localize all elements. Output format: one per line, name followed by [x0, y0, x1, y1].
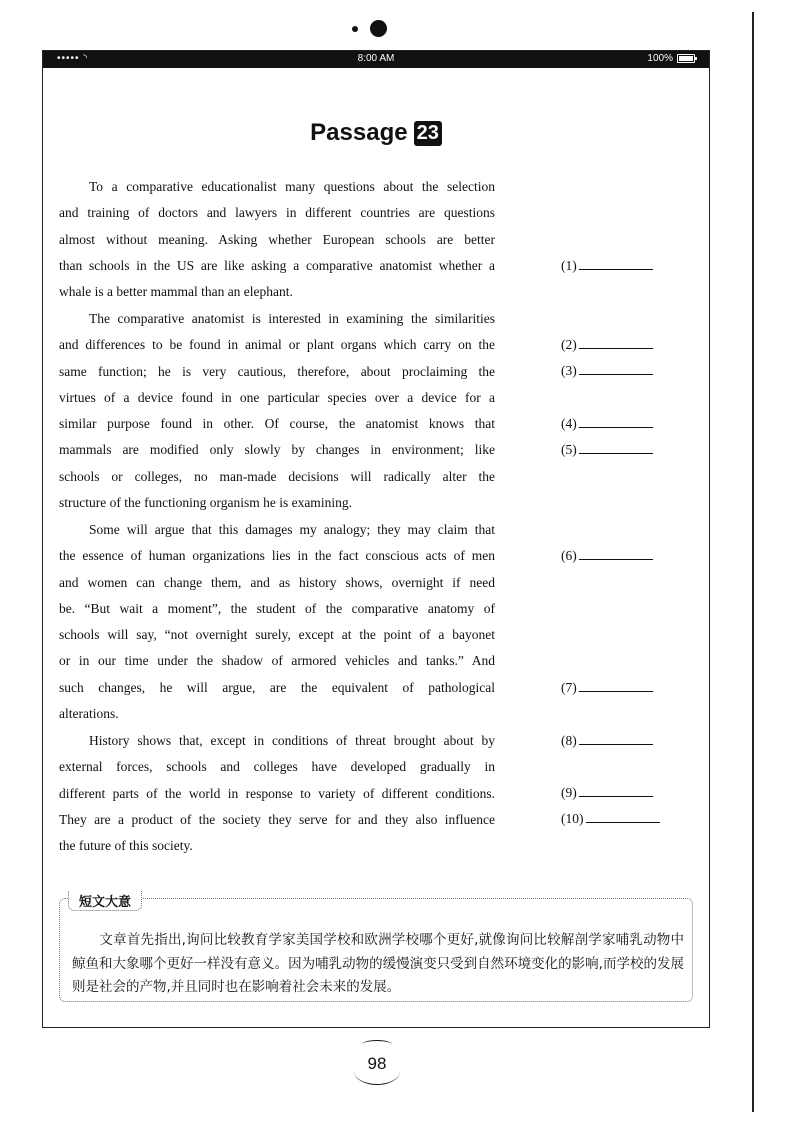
text-line: virtues of a device found in one particular species over a device for a [59, 389, 495, 405]
text-line: mammals are modified only slowly by changes in environment; like [59, 442, 495, 458]
passage-number: 23 [414, 121, 442, 146]
text-line: almost without meaning. Asking whether European schools are better [59, 231, 495, 247]
blank-label: (7) [561, 680, 577, 695]
text-line: schools or colleges, no man-made decisions will radically alter the [59, 468, 495, 484]
text-line: The comparative anatomist is interested in examining the similarities [89, 311, 495, 326]
blank-line[interactable] [579, 336, 653, 349]
answer-blank-4[interactable] [561, 415, 653, 432]
battery-icon [677, 54, 695, 63]
answer-blank-3[interactable] [561, 362, 653, 379]
text-line: the future of this society. [59, 838, 193, 854]
blank-line[interactable] [579, 415, 653, 428]
page-number-badge [352, 1040, 402, 1090]
text-line: They are a product of the society they serve for and they also influence [59, 811, 495, 827]
text-line: or in our time under the shadow of armored vehicles and tanks.” And [59, 653, 495, 669]
text-line: be. “But wait a moment”, the student of the comparative anatomy of [59, 600, 495, 616]
text-line: similar purpose found in other. Of course, the anatomist knows that [59, 416, 495, 432]
text-line: To a comparative educationalist many questions about the selection [89, 179, 495, 194]
summary-body: 文章首先指出,询问比较教育学家美国学校和欧洲学校哪个更好,就像询问比较解剖学家哺乳动物中鲸鱼和大象哪个更好一样没有意义。因为哺乳动物的缓慢演变只受到自然环境变化的影响,而学校的发展则是社会的产物,并且同时也在影响着社会未来的发展。 [72, 932, 684, 995]
blank-label: (6) [561, 548, 577, 563]
camera-dot-large [370, 20, 387, 37]
passage-label: Passage [310, 119, 408, 146]
blank-label: (4) [561, 416, 577, 431]
page-title [43, 119, 709, 147]
device-frame [42, 50, 710, 1028]
page-number: 98 [367, 1054, 387, 1073]
answer-blank-7[interactable] [561, 679, 653, 696]
paragraph-4 [59, 728, 495, 859]
blank-line[interactable] [579, 257, 653, 270]
blank-label: (5) [561, 442, 577, 457]
answer-blank-10[interactable] [561, 810, 660, 827]
text-line: alterations. [59, 706, 119, 722]
camera-dot-small [352, 26, 358, 32]
text-line: same function; he is very cautious, therefore, about proclaiming the [59, 363, 495, 379]
paragraph-2 [59, 306, 495, 516]
blank-line[interactable] [579, 441, 653, 454]
signal-indicator: ••••• ◝ [57, 53, 89, 64]
blank-line[interactable] [586, 810, 660, 823]
page-number-arc-top [362, 1040, 392, 1049]
blank-label: (3) [561, 363, 577, 378]
answer-blank-9[interactable] [561, 784, 653, 801]
blank-line[interactable] [579, 547, 653, 560]
text-line: external forces, schools and colleges have developed gradually in [59, 759, 495, 775]
text-line: History shows that, except in conditions of threat brought about by [89, 733, 495, 748]
text-line: Some will argue that this damages my analogy; they may claim that [89, 522, 495, 537]
blank-label: (9) [561, 785, 577, 800]
text-line: and training of doctors and lawyers in different countries are questions [59, 205, 495, 221]
text-line: and women can change them, and as history shows, overnight if need [59, 574, 495, 590]
blank-line[interactable] [579, 679, 653, 692]
page-edge-rule [752, 12, 754, 1112]
blank-label: (8) [561, 733, 577, 748]
text-line: structure of the functioning organism he is examining. [59, 495, 352, 511]
blank-line[interactable] [579, 732, 653, 745]
battery-percent: 100% [647, 53, 673, 64]
answer-blank-5[interactable] [561, 441, 653, 458]
summary-heading: 短文大意 [68, 891, 142, 911]
blank-line[interactable] [579, 362, 653, 375]
blank-label: (10) [561, 811, 584, 826]
answer-blank-1[interactable] [561, 257, 653, 274]
text-line: such changes, he will argue, are the equivalent of pathological [59, 679, 495, 695]
blank-label: (2) [561, 337, 577, 352]
status-bar [43, 51, 709, 68]
text-line: the essence of human organizations lies in the fact conscious acts of men [59, 548, 495, 564]
text-line: whale is a better mammal than an elephant. [59, 284, 293, 300]
text-line: than schools in the US are like asking a comparative anatomist whether a [59, 257, 495, 273]
answer-blank-8[interactable] [561, 732, 653, 749]
summary-box [59, 895, 693, 1002]
paragraph-1 [59, 174, 495, 305]
summary-text [72, 929, 684, 1000]
paragraph-3 [59, 517, 495, 727]
blank-label: (1) [561, 258, 577, 273]
text-line: schools will say, “not overnight surely, except at the point of a bayonet [59, 627, 495, 643]
blank-line[interactable] [579, 784, 653, 797]
text-line: and differences to be found in animal or plant organs which carry on the [59, 337, 495, 353]
status-time: 8:00 AM [357, 53, 395, 64]
wifi-icon: ◝ [83, 53, 89, 64]
battery-status [647, 53, 695, 64]
text-line: different parts of the world in response to variety of different conditions. [59, 785, 495, 801]
answer-blank-6[interactable] [561, 547, 653, 564]
answer-blank-2[interactable] [561, 336, 653, 353]
